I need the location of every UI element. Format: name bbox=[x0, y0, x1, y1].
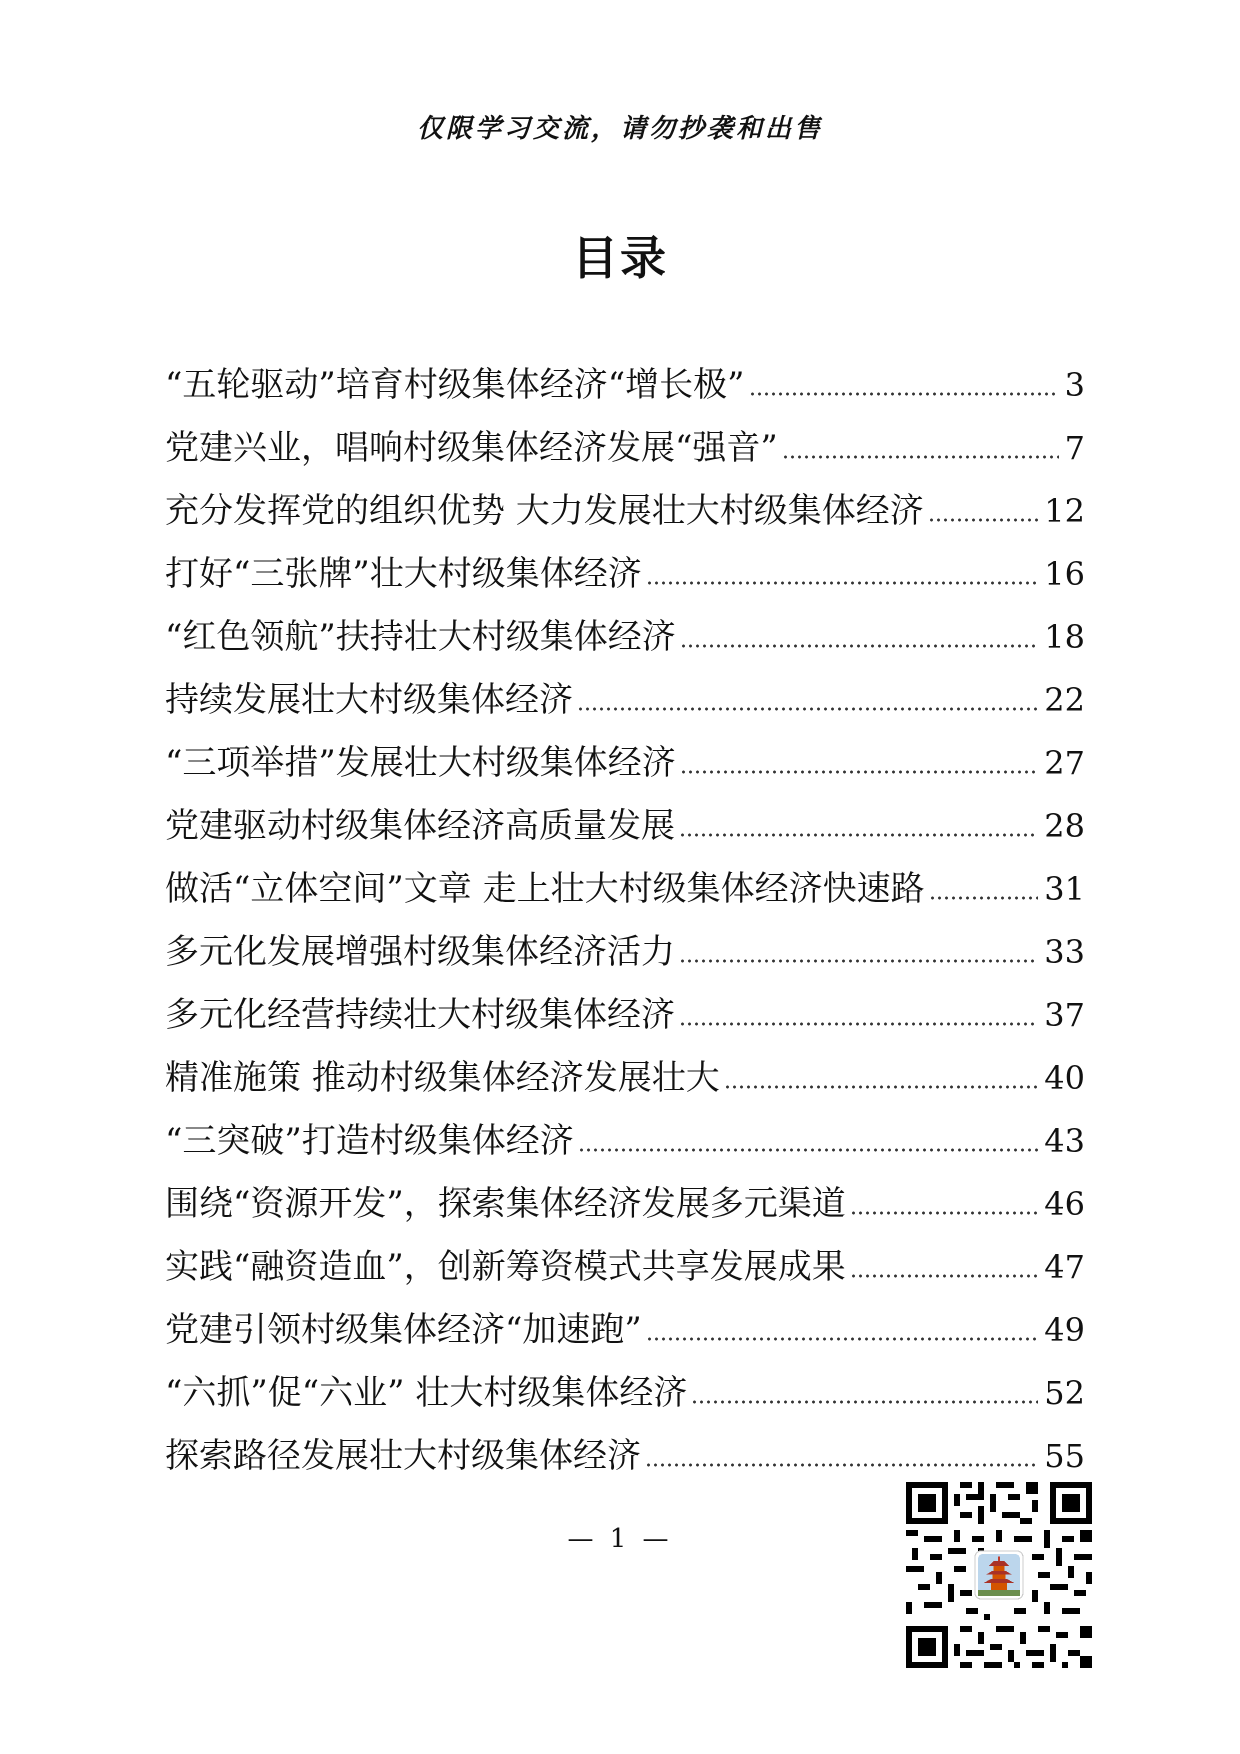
toc-entry-title: “六抓”促“六业” 壮大村级集体经济 bbox=[165, 1373, 688, 1413]
toc-entry-title: 精准施策 推动村级集体经济发展壮大 bbox=[165, 1058, 720, 1098]
toc-entry-page: 37 bbox=[1044, 996, 1085, 1034]
toc-entry-title: 党建兴业，唱响村级集体经济发展“强音” bbox=[165, 428, 778, 468]
toc-entry[interactable] bbox=[165, 543, 1085, 606]
toc-entry-page: 47 bbox=[1044, 1248, 1085, 1286]
toc-entry-title: 围绕“资源开发”，探索集体经济发展多元渠道 bbox=[165, 1184, 846, 1224]
toc-entry-title: 党建引领村级集体经济“加速跑” bbox=[165, 1310, 642, 1350]
toc-entry-title: 多元化发展增强村级集体经济活力 bbox=[165, 932, 675, 972]
toc-entry-page: 49 bbox=[1044, 1311, 1085, 1349]
page-title: 目录 bbox=[572, 231, 668, 285]
toc-entry-page: 3 bbox=[1064, 366, 1085, 404]
toc-entry[interactable] bbox=[165, 1173, 1085, 1236]
dot-leader bbox=[680, 643, 1039, 649]
toc-entry-title: 做活“立体空间”文章 走上壮大村级集体经济快速路 bbox=[165, 869, 925, 909]
toc-entry[interactable] bbox=[165, 354, 1085, 417]
toc-entry[interactable] bbox=[165, 984, 1085, 1047]
qr-finder-top-right bbox=[1050, 1482, 1092, 1524]
toc-entry[interactable] bbox=[165, 858, 1085, 921]
toc-entry-title: “红色领航”扶持壮大村级集体经济 bbox=[165, 617, 676, 657]
toc-entry-title: 打好“三张牌”壮大村级集体经济 bbox=[165, 554, 642, 594]
qr-finder-bottom-left bbox=[906, 1626, 948, 1668]
toc-entry[interactable] bbox=[165, 1047, 1085, 1110]
toc-entry-page: 16 bbox=[1044, 555, 1085, 593]
toc-entry-title: 探索路径发展壮大村级集体经济 bbox=[165, 1436, 641, 1476]
dot-leader bbox=[850, 1273, 1039, 1279]
toc-entry[interactable] bbox=[165, 795, 1085, 858]
toc-entry-title: 充分发挥党的组织优势 大力发展壮大村级集体经济 bbox=[165, 491, 924, 531]
dot-leader bbox=[577, 706, 1038, 712]
toc-entry-page: 52 bbox=[1044, 1374, 1085, 1412]
dot-leader bbox=[850, 1210, 1039, 1216]
toc-entry[interactable] bbox=[165, 921, 1085, 984]
dot-leader bbox=[646, 1336, 1039, 1342]
dot-leader bbox=[679, 958, 1038, 964]
dot-leader bbox=[928, 517, 1038, 523]
toc-entry-page: 27 bbox=[1044, 744, 1085, 782]
toc-entry-page: 18 bbox=[1044, 618, 1085, 656]
toc-entry-page: 40 bbox=[1044, 1059, 1085, 1097]
table-of-contents bbox=[165, 354, 1085, 1488]
header-note: 仅限学习交流，请勿抄袭和出售 bbox=[416, 114, 823, 144]
toc-entry-page: 22 bbox=[1044, 681, 1085, 719]
dot-leader bbox=[679, 1021, 1038, 1027]
toc-entry[interactable] bbox=[165, 606, 1085, 669]
dot-leader bbox=[680, 769, 1039, 775]
dot-leader bbox=[749, 391, 1059, 397]
toc-entry-title: “三项举措”发展壮大村级集体经济 bbox=[165, 743, 676, 783]
toc-entry[interactable] bbox=[165, 1236, 1085, 1299]
dot-leader bbox=[724, 1084, 1038, 1090]
toc-entry-page: 33 bbox=[1044, 933, 1085, 971]
dot-leader bbox=[679, 832, 1038, 838]
dot-leader bbox=[782, 454, 1059, 460]
toc-entry[interactable] bbox=[165, 1299, 1085, 1362]
toc-entry-page: 12 bbox=[1044, 492, 1085, 530]
toc-entry-page: 46 bbox=[1044, 1185, 1085, 1223]
toc-entry-title: “三突破”打造村级集体经济 bbox=[165, 1121, 574, 1161]
page-number: — 1 — bbox=[567, 1524, 673, 1554]
toc-entry[interactable] bbox=[165, 669, 1085, 732]
toc-entry-title: “五轮驱动”培育村级集体经济“增长极” bbox=[165, 365, 745, 405]
toc-entry[interactable] bbox=[165, 732, 1085, 795]
dot-leader bbox=[646, 580, 1039, 586]
toc-entry[interactable] bbox=[165, 417, 1085, 480]
toc-entry-page: 43 bbox=[1044, 1122, 1085, 1160]
toc-entry[interactable] bbox=[165, 480, 1085, 543]
pagoda-icon bbox=[975, 1551, 1023, 1599]
toc-entry-title: 党建驱动村级集体经济高质量发展 bbox=[165, 806, 675, 846]
toc-entry[interactable] bbox=[165, 1362, 1085, 1425]
toc-entry[interactable] bbox=[165, 1110, 1085, 1173]
toc-entry-title: 多元化经营持续壮大村级集体经济 bbox=[165, 995, 675, 1035]
dot-leader bbox=[578, 1147, 1039, 1153]
toc-entry-page: 31 bbox=[1044, 870, 1085, 908]
dot-leader bbox=[929, 895, 1039, 901]
qr-finder-top-left bbox=[906, 1482, 948, 1524]
dot-leader bbox=[691, 1399, 1038, 1405]
toc-entry-title: 持续发展壮大村级集体经济 bbox=[165, 680, 573, 720]
toc-entry-title: 实践“融资造血”，创新筹资模式共享发展成果 bbox=[165, 1247, 846, 1287]
qr-code-with-pagoda-icon[interactable] bbox=[900, 1476, 1098, 1674]
dot-leader bbox=[645, 1462, 1038, 1468]
toc-entry-page: 55 bbox=[1044, 1437, 1085, 1475]
toc-entry-page: 28 bbox=[1044, 807, 1085, 845]
toc-entry-page: 7 bbox=[1064, 429, 1085, 467]
